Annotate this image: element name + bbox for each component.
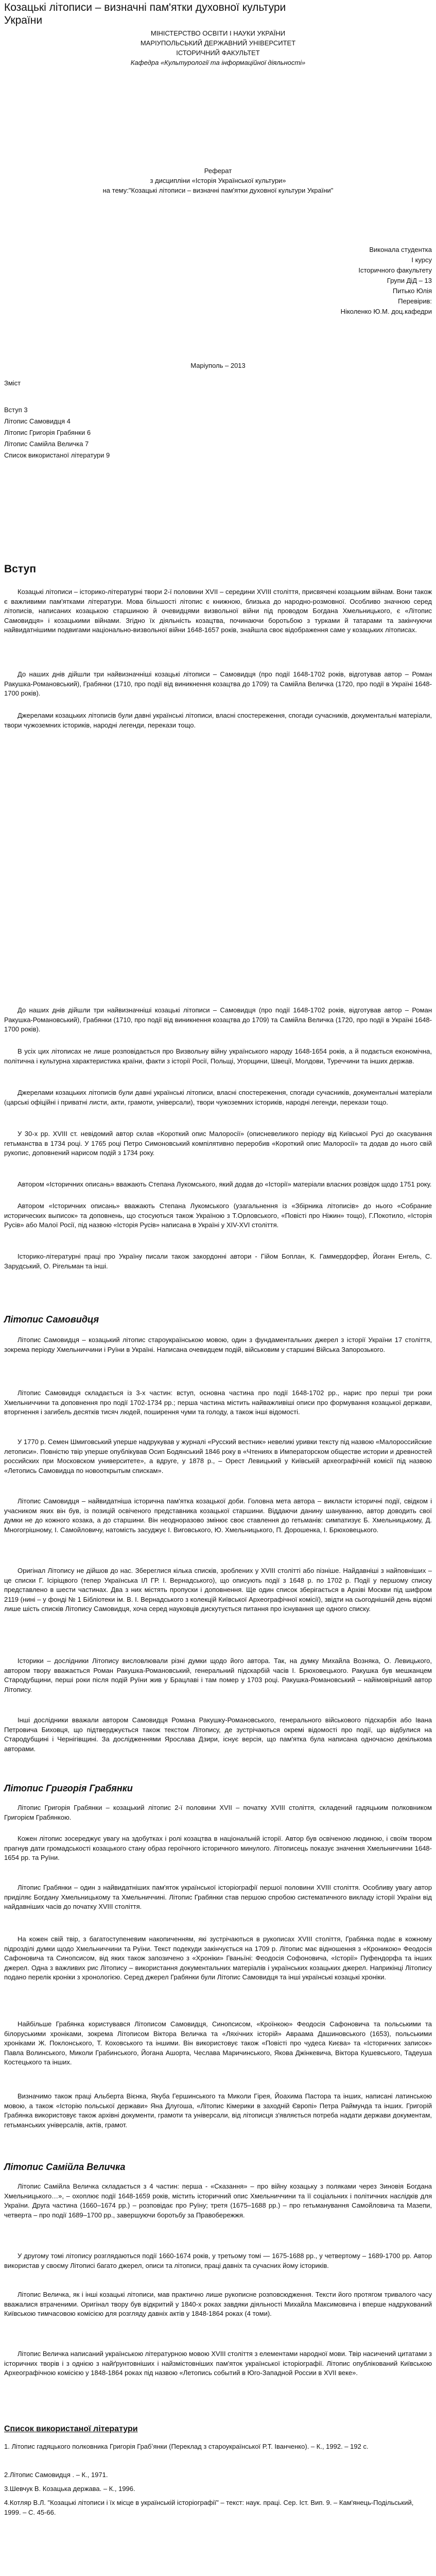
topic-line: на тему:"Козацькі літописи – визначні пам'ятки духовної культури України" (102, 187, 334, 194)
body-paragraph: До наших днів дійшли три найвизначніші козацькі літописи – Самовидця (про події 1648-1702 років, відготував автор – Роман Ракушка-Романовський), Грабянки (1710, про події від виникнення козацтва до 1709) та Самійла Величка (1720, про події в Україні 1648-1700 років). (4, 1006, 432, 1033)
author-line: I курсу (411, 256, 432, 264)
intro-paragraph: До наших днів дійшли три найвизначніші козацькі літописи – Самовидця (про події 1648-1702 років, відготував автор – Роман Ракушка-Романовський), Грабянки (1710, про події від виникнення козацтва до 1709) та Самійла Величка (1720, про події в Україні 1648-1700 років). (4, 670, 432, 697)
body-paragraph: Історико-літературні праці про Україну писали також закордонні автори - Гійом Боплан, К. Гаммердорфер, Йоганн Енгель, С. Зарудський, О. Рігельман та інші. (4, 1252, 432, 1270)
city-year (0, 361, 436, 370)
reference-item: 3.Шевчук В. Козацька держава. – К., 1996. (4, 2485, 135, 2493)
toc-item: Літопис Самовидця 4 (4, 417, 71, 425)
author-line: Історичного факультету (358, 266, 432, 274)
samovydets-paragraph: У 1770 р. Семен Шмиговський уперше надрукував у журналі «Русский вестник» невеликі уривки тексту під назвою «Малороссийские летописи». Повністю твір уперше опублікував Осип Бодянський 1846 року в «Чтениях в Императорском обществе истории и древностей российских при Московском университете», а вдруге, у 1878 р., – Орест Левицький у Київській археографічній комісії під назвою «Летопись Самовидца по новооткрытым спискам». (4, 1438, 432, 1475)
grabianka-paragraph: Визначимо також праці Альберта Вієнка, Якуба Гершинського та Миколи Гірея, Йоахима Пастора та інших, написані латинською мовою, а також «Історію польської держави» Яна Длугоша, «Літопис Кімерики в заходній Європі» Петра Раймунда та інших. Григорій Грабянка використовує також архівні документи, грамоти та універсали, від літописця з'являється потреба надати держави документам, гетьманських універсалів, актів, грамот. (4, 2092, 432, 2129)
velychko-paragraph: У другому томі літопису розглядаються події 1660-1674 років, у третьому томі — 1675-1688 рр., у четвертому – 1689-1700 рр. Автор використав у своєму Літописі багато джерел, описи та літописи, праці давніх та сучасних йому істориків. (4, 2252, 432, 2269)
intro-paragraph: Джерелами козацьких літописів були давні українські літописи, власні спостереження, спогади сучасників, документальні матеріали, твори чужоземних істориків, народні легенди, перекази тощо. (4, 711, 432, 729)
author-line: Виконала студентка (369, 246, 432, 253)
references-heading: Список використаної літератури (4, 2425, 138, 2433)
velychko-heading: Літопис Самійла Величка (4, 2162, 126, 2172)
grabianka-paragraph: На кожен свій твір, з багатоступеневим накопиченням, які зустрічаються в рукописах XVIII століття, Грабянка подає в кожному підрозділі думки щодо Хмельниччини та Руїни. Текст подекуди закінчується на 1709 р. Літопис має відношення з «Кроникою» Феодосія Сафоновича та Синопсисом, від яких також запозичено з «Хроніки» Гваньїні: Феодосія Софоновича, «Історії» Пуфендорфа та інших джерел. Одна з важливих рис Літопису – використання документальних матеріалів і українських козацьких джерел. Наприкінці Літопису подано перелік кроніки з хронологією. Серед джерел Грабянки були Літопис Самовидця та інші українські козацькі хроніки. (4, 1935, 432, 1981)
toc-item: Список використаної літератури 9 (4, 451, 110, 459)
body-paragraph: В усіх цих літописах не лише розповідається про Визвольну війну українського народу 1648-1654 років, а й подається економічна, політична і культурна характеристика країни, факти з історії Росії, Польщі, Угорщини, Швеції, Молдови, Туреччини та інших держав. (4, 1047, 432, 1065)
title-page-author (341, 245, 432, 317)
samovydets-paragraph: Оригінал Літопису не дійшов до нас. Збереглися кілька списків, зроблених у XVIII столітті або пізніше. Найдавніші з найповніших – це списки Г. Ісіріщвого (тепер Українська ІЛ ГР. І. Вернадського), що описують події з 1648 р. по 1702 р. Події у першому списку представлено в шести частинах. Два з них містять пропуски і доповнення. Ще один список зберігається в Архіві Москви під шифром 2119 (нині – у фонді № 1 Бібліотеки ім. В. І. Вернадського з колекцій Київської Археографічної комісії), звідти на сьогоднішній день відомі лише шість списків Літопису Самовидця, хоча серед науковців дискутується питання про існування ще одного списку. (4, 1567, 432, 1613)
samovydets-paragraph: Літопис Самовидця – найвидатніша історична пам'ятка козацької доби. Головна мета автора – викласти історичні події, свідком і учасником яких він був, із позицій освіченого представника козацької старшини. Віддаючи данину шануванню, автор доводить свої думки не до кожного козака, а до старшини. Він неодноразово змінює своє ставлення до гетьманів: симпатизує Б. Хмельницькому, Д. Многогрішному, І. Самойловичу, натомість засуджує І. Виговського, Ю. Хмельницького, П. Дорошенка, І. Брюховецького. (4, 1497, 432, 1534)
reference-item: 4.Котляр В.Л. "Козацькі літописи і їх місце в українській історіографії" – текст: наук. праці. Сер. Іст. Вип. 9. – Кам'янець-Подільський, 1999. – С. 45-66. (4, 2499, 414, 2516)
body-paragraph: У 30-х рр. XVIII ст. невідомий автор склав «Короткий опис Малоросії» (описневеликого періоду від Київської Русі до скасування гетьманства в 1734 році. У 1765 році Петро Симоновський компілятивно переробив «Короткий опис Малоросії» та додав до нього свій рукопис, доповнений нарисом подій з 1734 року. (4, 1130, 432, 1157)
author-line: Ніколенко Ю.М. доц.кафедри (340, 308, 432, 315)
velychko-paragraph: Літопис Величка написаний українською літературною мовою XVIII століття з елементами народної мови. Твір насичений цитатами з історичних творів і з однією з найґрунтовніших і найзмістовніших пам'яток української історіографії. Літопис опублікований Київською Археографічною комісією у 1848-1864 роках під назвою «Летопись событий в Юго-Западной России в XVII веке». (4, 2350, 432, 2377)
velychko-paragraph: Літопис Величка, як і інші козацькі літописи, мав практично лише рукописне розповсюдження. Тексти його протягом тривалого часу вважалися втраченими. Оригінал твору був відкритий у 1840-х роках завдяки діяльності Михайла Максимовича і вперше надрукований Київською тимчасовою комісією для розгляду давніх актів у 1848-1864 роках (4 томи). (4, 2291, 432, 2317)
toc-heading: Зміст (4, 379, 21, 387)
body-paragraph: Джерелами козацьких літописів були давні українські літописи, власні спостереження, спогади сучасників, документальні матеріали (царські офіційні і приватні листи, акти, грамоти, універсали), твори чужоземних істориків, народні легенди, перекази тощо. (4, 1089, 432, 1106)
body-paragraph: Автором «Історичних описань» вважають Степана Лукомського, який додав до «Історії» матеріали власних розвідок щодо 1751 року. (18, 1180, 432, 1188)
samovydets-heading: Літопис Самовидця (4, 1314, 99, 1325)
reference-item: 1. Літопис гадяцького полковника Григорія Грабʼянки (Переклад з староукраїнської Р.Т. Іванченко). – К., 1992. – 192 с. (4, 2443, 369, 2450)
reference-item: 2.Літопис Самовидця . – К., 1971. (4, 2471, 108, 2479)
samovydets-paragraph: Історики – дослідники Літопису висловлювали різні думки щодо його автора. Так, на думку Михайла Возняка, О. Левицького, автором твору вважається Роман Ракушка-Романовський, генеральний підскарбій часів І. Брюховецького. Ракушка був мешканцем Стародубщини, перші роки після подій Руїни жив у Брацлаві і там помер у 1703 році. Ракушка-Романовський – найімовірніший автор Літопису. (4, 1657, 432, 1693)
discipline-line: з дисципліни «Історія Української культури» (150, 177, 286, 184)
intro-paragraph: Козацькі літописи – історико-літературні твори 2-ї половини XVII – середини XVIII століття, присвячені козацьким війнам. Вони також є важливими пам'ятками літератури. Мова більшості літопис є книжною, близька до народно-розмовної. Особливо значною серед літописів, написаних козацькою старшиною й очевидцями визвольної війни під проводом Богдана Хмельницького, є «Літопис Самовидця» і козацькими війнами. Згідно їх діяльність козацтва, починаючи боротьбою з турками й татарами та закінчуючи найвидатнішими подвигами національно-визвольної війни 1648-1657 років, знайшла своє відображення саме у козацьких літописах. (4, 588, 432, 634)
work-type: Реферат (204, 167, 232, 175)
document-title: Козацькі літописи – визначні пам'ятки духовної культури України (4, 2, 286, 26)
velychko-paragraph: Літопис Самійла Величка складається з 4 частин: перша - «Сказання» – про війну козацьку з поляками через Зиновія Богдана Хмельницького…», – охоплює події 1648-1659 років, містить історичний опис Хмельниччини та її соціальних і політичних наслідків для України. Друга частина (1660–1674 рр.) – розповідає про Руїну; третя (1675–1688 рр.) – про гетьманування Самойловича та Мазепи, четверта – про події 1689–1700 рр., завершуючи боротьбу за Правобережжя. (4, 2182, 432, 2219)
grabianka-paragraph: Літопис Григорія Грабянки – козацький літопис 2-ї половини XVII – початку XVIII століття, складений гадяцьким полковником Григорієм Грабянкою. (4, 1804, 432, 1821)
department-name: Кафедра «Культурології та інформаційної діяльності» (130, 59, 306, 66)
faculty-name: ІСТОРИЧНИЙ ФАКУЛЬТЕТ (176, 49, 260, 57)
grabianka-paragraph: Кожен літопис зосереджує увагу на здобутках і ролі козацтва в національній історії. Автор був освіченою людиною, і своїм твором прагнув дати громадськості козацького стану образ героїчного історичного минулого. Літописець показує значення Хмельниччини 1648-1654 рр. та Руїни. (4, 1835, 432, 1861)
intro-heading: Вступ (4, 563, 37, 575)
toc-item: Літопис Григорія Грабянки 6 (4, 429, 91, 436)
grabianka-paragraph: Найбільше Грабянка користувався Літописом Самовидця, Синопсисом, «Кроїнкою» Феодосія Сафоновича та польськими та білоруськими хроніками, зокрема Літописом Віктора Величка та «Ляхічних історій» Авраама Дашиновського (1653), польськими хроніками Ж. Поклонського, Т. Коховського та іншими. Він використовує також «Повісті про чудеса Києва» та «Історичних записок» Павла Волинського, Миколи Грабинського, Йогана Ашорта, Чеслава Маричинського, Якова Джінкевича, Віктора Кушевського, Тадеуша Костецького та інших. (4, 2020, 432, 2066)
author-line: Питько Юлія (392, 287, 432, 295)
samovydets-paragraph: Літопис Самовидця складається із 3-х частин: вступ, основна частина про події 1648-1702 рр., нарис про перші три роки Хмельниччини та доповнення про події 1702-1734 рр.; перша частина містить найважливіші описи про формування козацької держави, вторгнення і загибель десятків тисяч людей, поширення чуми та голоду, а також інші відомості. (4, 1389, 432, 1416)
title-page-header (0, 28, 436, 67)
toc-item: Вступ 3 (4, 406, 28, 414)
toc-item: Літопис Самійла Величка 7 (4, 440, 89, 448)
samovydets-paragraph: Літопис Самовидця – козацький літопис староукраїнською мовою, один з фундаментальних джерел з історії України 17 століття, зокрема періоду Хмельниччини і Руїни в Україні. Написана очевидцем подій, військовим у старшині Війська Запорозького. (4, 1336, 432, 1353)
author-line: Перевірив: (398, 297, 432, 305)
grabianka-heading: Літопис Григорія Грабянки (4, 1783, 133, 1793)
university-name: МАРІУПОЛЬСЬКИЙ ДЕРЖАВНИЙ УНІВЕРСИТЕТ (140, 39, 296, 47)
author-line: Групи ДіД – 13 (387, 277, 432, 284)
body-paragraph: Автором «Історичних описань» вважають Степана Лукомського (узагальнення із «Збірника літописів» до нього «Собрание исторических выписок» та доповнень, що стосуються також Україною з Т.Орловського, «Повісті про Ніжин» тощо), Г.Покотило, «Історія Русів» або Малої Росії, під назвою «Історія Русів» написана в Україні у XIV-XVI століття. (4, 1202, 432, 1229)
ministry-name: МІНІСТЕРСТВО ОСВІТИ І НАУКИ УКРАЇНИ (150, 29, 286, 37)
grabianka-paragraph: Літопис Грабянки – один з найвидатніших пам'яток української історіографії першої половини XVIII століття. Особливу увагу автор приділяє Богдану Хмельницькому та Хмельниччині. Літопис Грабянки став першою спробою систематичного викладу історії України від найдавніших часів до початку XVIII століття. (4, 1884, 432, 1910)
samovydets-paragraph: Інші дослідники вважали автором Самовидця Романа Ракушку-Романовського, генерального військового підскарбія або Івана Петровича Биховця, що підтверджується також текстом Літопису, де зустрічаються окремі відомості про події, що відбулися на Стародубщині і Чернігівщині. За дослідженнями Ярослава Дзири, існує версія, що пам'ятка була написана одночасно декількома авторами. (4, 1716, 432, 1753)
title-page-topic (0, 166, 436, 195)
city-year-text: Маріуполь – 2013 (190, 362, 246, 369)
